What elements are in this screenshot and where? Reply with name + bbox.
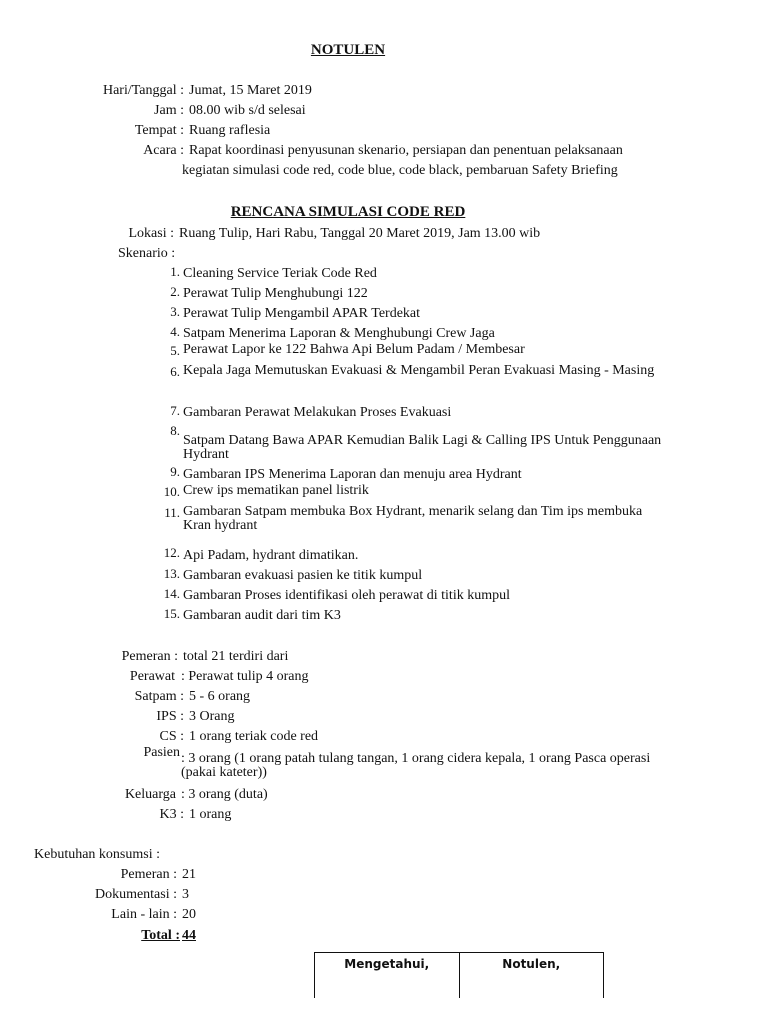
role-value-security: 5 - 6 orang [189,689,251,704]
section-title: RENCANA SIMULASI CODE RED [230,204,466,220]
meta-label-date: Hari/Tanggal : [102,83,184,98]
scenario-number: 8. [170,423,180,438]
location-value: Ruang Tulip, Hari Rabu, Tanggal 20 Maret 2019, Jam 13.00 wib [179,226,541,241]
scenario-number: 2. [170,284,180,299]
meta-value-time: 08.00 wib s/d selesai [189,103,306,118]
role-label-cs: CS : [159,729,184,744]
role-value-patient: : 3 orang (1 orang patah tulang tangan, 1 orang cidera kepala, 1 orang Pasca operasi (pakai kateter)) [181,751,651,780]
role-label-patient: Pasien [143,745,180,760]
scenario-item: Crew ips mematikan panel listrik [183,483,369,498]
meta-value-date: Jumat, 15 Maret 2019 [189,83,312,98]
consumption-other-label: Lain - lain : [111,907,177,922]
role-label-k3: K3 : [159,807,184,822]
meta-value-agenda-cont: kegiatan simulasi code red, code blue, code black, pembaruan Safety Briefing [182,163,618,178]
role-label-family: Keluarga [124,787,176,802]
consumption-other-value: 20 [182,907,196,922]
meta-label-place: Tempat : [134,123,184,138]
location-label: Lokasi : [128,226,174,241]
signature-left-label: Mengetahui, [315,953,460,999]
scenario-number: 10. [163,484,180,499]
role-value-family: : 3 orang (duta) [181,787,268,802]
scenario-item: Perawat Tulip Menghubungi 122 [183,286,368,301]
meta-label-time: Jam : [154,103,184,118]
scenario-number: 13. [163,566,180,581]
scenario-number: 5. [170,343,180,358]
scenario-item: Satpam Menerima Laporan & Menghubungi Crew Jaga [183,326,495,341]
scenario-number: 15. [163,606,180,621]
consumption-doc-value: 3 [182,887,189,902]
scenario-number: 3. [170,304,180,319]
signature-table [314,952,604,998]
role-label-nurse: Perawat [129,669,175,684]
role-value-k3: 1 orang [189,807,232,822]
scenario-item: Gambaran Satpam membuka Box Hydrant, menarik selang dan Tim ips membuka Kran hydrant [183,504,643,533]
role-value-ips: 3 Orang [189,709,235,724]
role-value-cs: 1 orang teriak code red [189,729,319,744]
scenario-item: Gambaran evakuasi pasien ke titik kumpul [183,568,423,583]
meta-label-agenda: Acara : [143,143,184,158]
scenario-item: Gambaran Proses identifikasi oleh perawat di titik kumpul [183,588,510,603]
consumption-doc-label: Dokumentasi : [94,887,177,902]
meta-value-agenda: Rapat koordinasi penyusunan skenario, persiapan dan penentuan pelaksanaan [189,143,623,158]
role-value-nurse: : Perawat tulip 4 orang [181,669,309,684]
consumption-cast-label: Pemeran : [120,867,177,882]
consumption-label: Kebutuhan konsumsi : [34,847,160,862]
total-value: 44 [182,928,196,943]
scenario-item: Satpam Datang Bawa APAR Kemudian Balik Lagi & Calling IPS Untuk Penggunaan Hydrant [183,433,662,462]
scenario-item: Gambaran Perawat Melakukan Proses Evakuasi [183,405,452,420]
signature-right-label: Notulen, [459,953,604,999]
meta-value-place: Ruang raflesia [189,123,271,138]
scenario-number: 12. [163,545,180,560]
scenario-item: Kepala Jaga Memutuskan Evakuasi & Mengambil Peran Evakuasi Masing - Masing [183,363,655,378]
scenario-number: 1. [170,264,180,279]
scenario-item: Gambaran audit dari tim K3 [183,608,341,623]
total-label: Total : [141,928,180,943]
scenario-label: Skenario : [118,246,176,261]
scenario-number: 9. [170,464,180,479]
consumption-cast-value: 21 [182,867,196,882]
scenario-number: 6. [170,364,180,379]
scenario-number: 11. [164,505,180,520]
document-title: NOTULEN [310,42,386,58]
cast-label: Pemeran : [121,649,178,664]
scenario-item: Gambaran IPS Menerima Laporan dan menuju area Hydrant [183,467,522,482]
scenario-item: Api Padam, hydrant dimatikan. [183,548,359,563]
role-label-ips: IPS : [156,709,184,724]
scenario-item: Cleaning Service Teriak Code Red [183,266,377,281]
scenario-item: Perawat Lapor ke 122 Bahwa Api Belum Padam / Membesar [183,342,525,357]
scenario-number: 14. [163,586,180,601]
scenario-item: Perawat Tulip Mengambil APAR Terdekat [183,306,421,321]
scenario-number: 7. [170,403,180,418]
role-label-security: Satpam : [134,689,184,704]
cast-value: total 21 terdiri dari [183,649,289,664]
scenario-number: 4. [170,324,180,339]
